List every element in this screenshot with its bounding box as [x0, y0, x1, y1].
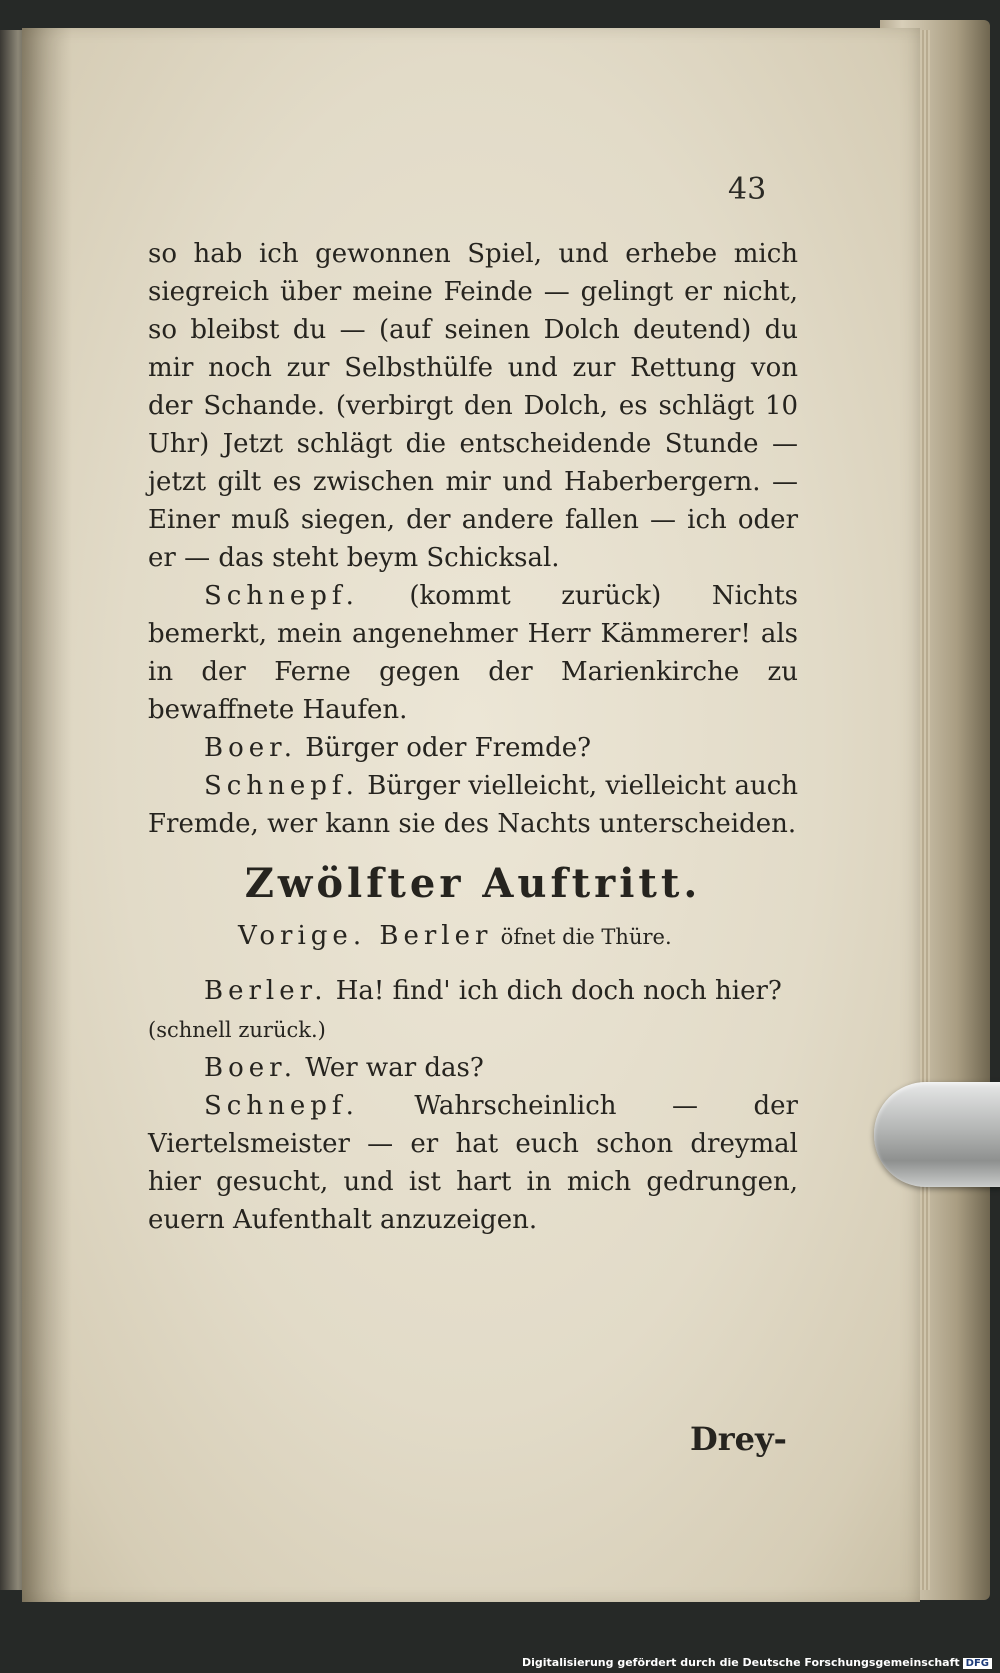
speaker-name: Boer. — [204, 1053, 297, 1083]
paragraph-text: Wer war das? — [305, 1053, 484, 1083]
credit-text: Digitalisierung gefördert durch die Deutsche Forschungsgemeinschaft — [521, 1656, 960, 1669]
speaker-name: Schnepf. — [204, 1091, 359, 1121]
paragraph-5 — [148, 972, 798, 1049]
gutter-shadow — [22, 28, 72, 1602]
paragraph-3 — [148, 729, 798, 767]
scene-heading: Zwölfter Auftritt. — [244, 860, 702, 907]
speaker-name: Schnepf. — [204, 771, 359, 801]
paragraph-1 — [148, 235, 798, 577]
paragraph-text: (kommt zurück) Nichts bemerkt, mein angenehmer Herr Kämmerer! als in der Ferne gegen der Marienkirche zu bewaffnete Haufen. — [148, 581, 798, 725]
paragraph-4 — [148, 767, 798, 843]
dfg-logo: DFG — [963, 1658, 992, 1669]
footer-credit — [522, 1656, 992, 1669]
speaker-name: Boer. — [204, 733, 297, 763]
catchword: Drey- — [690, 1420, 787, 1458]
stage-text: (schnell zurück.) — [148, 1018, 326, 1042]
speaker-name: Berler. — [204, 976, 328, 1006]
stage-direction — [148, 917, 798, 956]
paragraph-7 — [148, 1087, 798, 1239]
paragraph-text: Bürger vielleicht, vielleicht auch Fremde, wer kann sie des Nachts unterscheiden. — [148, 771, 798, 839]
paragraph-text: Wahrscheinlich — der Viertelsmeister — er hat euch schon dreymal hier gesucht, und ist hart in mich gedrungen, euern Aufenthalt anzuzeigen. — [148, 1091, 798, 1235]
bookmark-tab — [874, 1082, 1000, 1187]
paragraph-6 — [148, 1049, 798, 1087]
page-number: 43 — [728, 172, 767, 207]
paragraph-text: Ha! find' ich dich doch noch hier? — [335, 976, 782, 1006]
stage-speakers: Vorige. Berler — [238, 921, 493, 951]
stage-text: öfnet die Thüre. — [500, 925, 672, 949]
speaker-name: Schnepf. — [204, 581, 359, 611]
paragraph-2 — [148, 577, 798, 729]
page-text — [148, 235, 798, 1239]
paragraph-text: so hab ich gewonnen Spiel, und erhebe mich siegreich über meine Feinde — gelingt er nicht, so bleibst du — (auf seinen Dolch deutend) du mir noch zur Selbsthülfe und zur Rettung von der Schande. (verbirgt den Dolch, es schlägt 10 Uhr) Jetzt schlägt die entscheidende Stunde — jetzt gilt es zwischen mir und Haberbergern. — Einer muß siegen, der andere fallen — ich oder er — das steht beym Schicksal. — [148, 239, 798, 573]
paragraph-text: Bürger oder Fremde? — [305, 733, 592, 763]
